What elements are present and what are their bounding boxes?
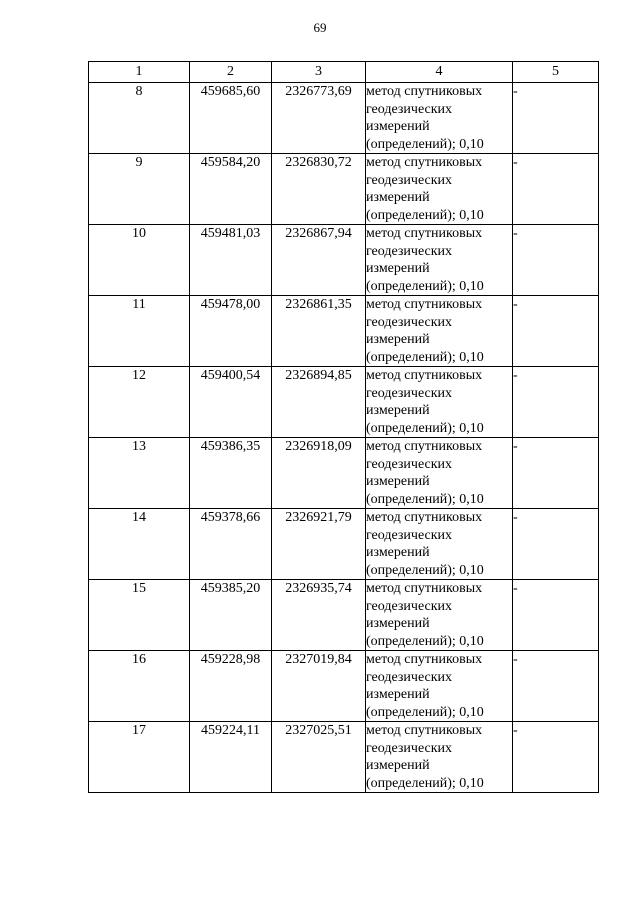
y-coordinate-cell: 2326830,72 <box>272 154 366 225</box>
method-line: измерений <box>366 119 430 134</box>
method-line: метод спутниковых <box>366 297 483 312</box>
point-number-cell: 14 <box>89 509 190 580</box>
method-line: измерений <box>366 261 430 276</box>
method-line: метод спутниковых <box>366 226 483 241</box>
y-coordinate-cell: 2326861,35 <box>272 296 366 367</box>
point-number-cell: 8 <box>89 83 190 154</box>
method-line: измерений <box>366 190 430 205</box>
method-line: (определений); 0,10 <box>366 278 484 294</box>
table-row <box>89 154 599 225</box>
column-header: 1 <box>89 62 190 83</box>
x-coordinate-cell: 459386,35 <box>190 438 272 509</box>
method-line: (определений); 0,10 <box>366 420 484 436</box>
table-row <box>89 509 599 580</box>
point-number-cell: 13 <box>89 438 190 509</box>
method-line: геодезических <box>366 101 453 117</box>
y-coordinate-cell: 2326773,69 <box>272 83 366 154</box>
coordinates-table <box>88 61 599 793</box>
method-line: измерений <box>366 687 430 702</box>
table-row <box>89 296 599 367</box>
note-cell: - <box>513 154 599 225</box>
method-line: геодезических <box>366 385 453 401</box>
method-line: геодезических <box>366 172 453 188</box>
column-header: 4 <box>366 62 513 83</box>
note-cell: - <box>513 722 599 793</box>
method-line: измерений <box>366 474 430 489</box>
method-line: геодезических <box>366 527 453 543</box>
method-cell <box>366 154 513 225</box>
method-line: (определений); 0,10 <box>366 633 484 649</box>
note-cell: - <box>513 580 599 651</box>
method-line: метод спутниковых <box>366 510 483 525</box>
note-cell: - <box>513 296 599 367</box>
x-coordinate-cell: 459584,20 <box>190 154 272 225</box>
method-cell <box>366 296 513 367</box>
method-line: метод спутниковых <box>366 723 483 738</box>
method-line: (определений); 0,10 <box>366 136 484 152</box>
method-line: геодезических <box>366 314 453 330</box>
table-row <box>89 722 599 793</box>
method-line: геодезических <box>366 598 453 614</box>
note-cell: - <box>513 367 599 438</box>
method-line: (определений); 0,10 <box>366 491 484 507</box>
method-line: метод спутниковых <box>366 84 483 99</box>
y-coordinate-cell: 2326935,74 <box>272 580 366 651</box>
method-line: измерений <box>366 403 430 418</box>
method-line: измерений <box>366 332 430 347</box>
point-number-cell: 16 <box>89 651 190 722</box>
table-header-row <box>89 62 599 83</box>
method-cell <box>366 509 513 580</box>
point-number-cell: 10 <box>89 225 190 296</box>
x-coordinate-cell: 459685,60 <box>190 83 272 154</box>
method-line: метод спутниковых <box>366 155 483 170</box>
point-number-cell: 12 <box>89 367 190 438</box>
table-row <box>89 367 599 438</box>
method-line: (определений); 0,10 <box>366 704 484 720</box>
method-cell <box>366 722 513 793</box>
x-coordinate-cell: 459378,66 <box>190 509 272 580</box>
method-line: (определений); 0,10 <box>366 562 484 578</box>
x-coordinate-cell: 459224,11 <box>190 722 272 793</box>
method-line: (определений); 0,10 <box>366 349 484 365</box>
table-row <box>89 580 599 651</box>
method-line: геодезических <box>366 243 453 259</box>
point-number-cell: 9 <box>89 154 190 225</box>
method-cell <box>366 225 513 296</box>
x-coordinate-cell: 459400,54 <box>190 367 272 438</box>
column-header: 3 <box>272 62 366 83</box>
x-coordinate-cell: 459478,00 <box>190 296 272 367</box>
y-coordinate-cell: 2326921,79 <box>272 509 366 580</box>
method-line: геодезических <box>366 740 453 756</box>
x-coordinate-cell: 459228,98 <box>190 651 272 722</box>
point-number-cell: 15 <box>89 580 190 651</box>
method-line: геодезических <box>366 669 453 685</box>
y-coordinate-cell: 2326894,85 <box>272 367 366 438</box>
method-line: измерений <box>366 545 430 560</box>
note-cell: - <box>513 225 599 296</box>
table-row <box>89 651 599 722</box>
method-line: геодезических <box>366 456 453 472</box>
method-line: измерений <box>366 758 430 773</box>
y-coordinate-cell: 2326867,94 <box>272 225 366 296</box>
table-row <box>89 438 599 509</box>
method-cell <box>366 83 513 154</box>
y-coordinate-cell: 2326918,09 <box>272 438 366 509</box>
method-cell <box>366 651 513 722</box>
method-cell <box>366 438 513 509</box>
method-line: метод спутниковых <box>366 581 483 596</box>
method-cell <box>366 580 513 651</box>
page-number: 69 <box>313 20 327 35</box>
method-line: (определений); 0,10 <box>366 775 484 791</box>
note-cell: - <box>513 438 599 509</box>
y-coordinate-cell: 2327019,84 <box>272 651 366 722</box>
x-coordinate-cell: 459385,20 <box>190 580 272 651</box>
point-number-cell: 17 <box>89 722 190 793</box>
method-line: (определений); 0,10 <box>366 207 484 223</box>
note-cell: - <box>513 651 599 722</box>
note-cell: - <box>513 83 599 154</box>
method-line: метод спутниковых <box>366 368 483 383</box>
column-header: 2 <box>190 62 272 83</box>
y-coordinate-cell: 2327025,51 <box>272 722 366 793</box>
method-line: метод спутниковых <box>366 652 483 667</box>
method-line: измерений <box>366 616 430 631</box>
method-line: метод спутниковых <box>366 439 483 454</box>
table-row <box>89 83 599 154</box>
method-cell <box>366 367 513 438</box>
point-number-cell: 11 <box>89 296 190 367</box>
note-cell: - <box>513 509 599 580</box>
column-header: 5 <box>513 62 599 83</box>
table-row <box>89 225 599 296</box>
x-coordinate-cell: 459481,03 <box>190 225 272 296</box>
